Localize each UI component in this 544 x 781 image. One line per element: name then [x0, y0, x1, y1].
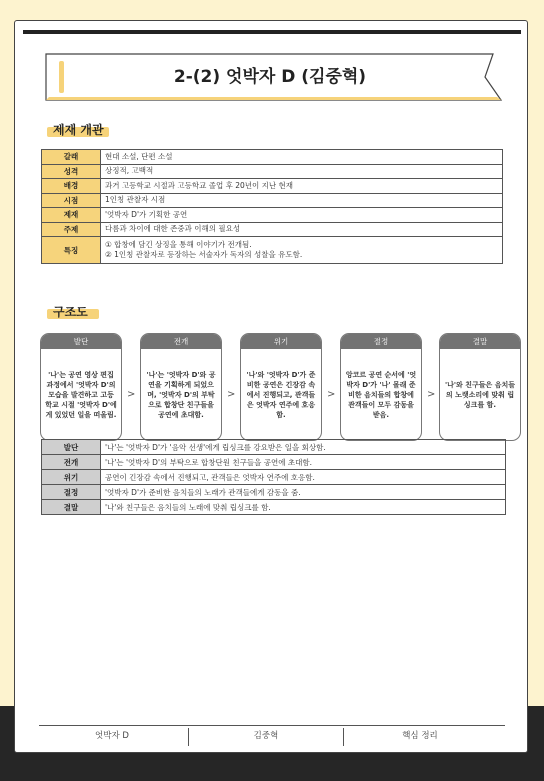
stage-label: 절정	[341, 334, 421, 349]
table-row	[42, 164, 503, 179]
arrow-icon: >	[427, 389, 436, 400]
row-value: '엇박자 D'가 준비한 음치들의 노래가 관객들에게 감동을 줌.	[101, 485, 506, 500]
footer-section: 핵심 정리	[402, 731, 438, 741]
row-label: 위기	[42, 470, 101, 485]
row-label: 결말	[42, 500, 101, 515]
row-label: 전개	[42, 455, 101, 470]
row-value: '엇박자 D'가 기획한 공연	[101, 208, 503, 223]
stage-label: 발단	[41, 334, 121, 349]
row-value: 과거 고등학교 시절과 고등학교 졸업 후 20년이 지난 현재	[101, 179, 503, 194]
feature-line-2: ② 1인칭 관찰자로 등장하는 서술자가 독자의 성찰을 유도함.	[105, 250, 303, 259]
footer-work-title: 엇박자 D	[95, 731, 129, 741]
table-row	[42, 440, 506, 455]
arrow-icon: >	[327, 389, 336, 400]
row-label: 성격	[42, 164, 101, 179]
table-row	[42, 500, 506, 515]
footer-rule	[39, 725, 505, 726]
title-banner	[45, 53, 503, 101]
row-value: '나'는 '엇박자 D'가 '음악 선생'에게 립싱크를 강요받은 일을 회상함.	[101, 440, 506, 455]
arrow-icon: >	[227, 389, 236, 400]
structure-heading	[53, 303, 88, 320]
table-row	[42, 485, 506, 500]
row-label: 시점	[42, 193, 101, 208]
document-page	[14, 20, 528, 753]
row-label: 특징	[42, 237, 101, 264]
footer-divider	[188, 728, 189, 746]
feature-line-1: ① 합창에 담긴 상징을 통해 이야기가 전개됨.	[105, 240, 252, 249]
table-row	[42, 237, 503, 264]
stage-box-climax	[340, 333, 422, 441]
table-row	[42, 150, 503, 165]
footer-author: 김중혁	[253, 731, 279, 741]
row-value: 현대 소설, 단편 소설	[101, 150, 503, 165]
table-row	[42, 455, 506, 470]
overview-heading	[53, 121, 104, 138]
table-row	[42, 470, 506, 485]
table-row	[42, 208, 503, 223]
stage-text: '나'와 '엇박자 D'가 준비한 공연은 긴장감 속에서 진행되고, 관객들은 엇박자 연주에 호응함.	[246, 371, 316, 419]
stage-box-crisis	[240, 333, 322, 441]
stage-text: '나'와 친구들은 음치들의 노랫소리에 맞춰 립싱크를 함.	[444, 381, 516, 409]
stage-box-resolution	[439, 333, 521, 441]
row-value: 다름과 차이에 대한 존중과 이해의 필요성	[101, 222, 503, 237]
stage-label: 결말	[440, 334, 520, 349]
stage-label: 전개	[141, 334, 221, 349]
table-row	[42, 193, 503, 208]
page-title: 2-(2) 엇박자 D (김중혁)	[173, 67, 367, 87]
stage-label: 위기	[241, 334, 321, 349]
overview-heading-text: 제재 개관	[53, 123, 104, 137]
row-value	[101, 237, 503, 264]
row-value: 공연이 긴장감 속에서 진행되고, 관객들은 엇박자 연주에 호응함.	[101, 470, 506, 485]
stage-box-development	[140, 333, 222, 441]
stage-text: 앙코르 공연 순서에 '엇박자 D'가 '나' 몰래 준비한 음치들의 합창에 관객들이 모두 감동을 받음.	[345, 371, 417, 419]
stage-box-exposition	[40, 333, 122, 441]
row-value: '나'와 친구들은 음치들의 노래에 맞춰 립싱크를 함.	[101, 500, 506, 515]
stage-text: '나'는 '엇박자 D'와 공연을 기획하게 되었으며, '엇박자 D'의 부탁으로 합창단 친구들을 공연에 초대함.	[146, 371, 216, 419]
table-row	[42, 222, 503, 237]
summary-table	[41, 439, 506, 515]
row-label: 절정	[42, 485, 101, 500]
structure-heading-text: 구조도	[53, 305, 88, 319]
banner-accent	[59, 61, 64, 93]
row-label: 배경	[42, 179, 101, 194]
arrow-icon: >	[127, 389, 136, 400]
row-value: 1인칭 관찰자 시점	[101, 193, 503, 208]
top-rule	[23, 30, 521, 34]
row-label: 제재	[42, 208, 101, 223]
table-row	[42, 179, 503, 194]
row-value: '나'는 '엇박자 D'의 부탁으로 합창단원 친구들을 공연에 초대함.	[101, 455, 506, 470]
footer-divider	[343, 728, 344, 746]
overview-table	[41, 149, 503, 264]
row-label: 주제	[42, 222, 101, 237]
row-label: 발단	[42, 440, 101, 455]
stage-text: '나'는 공연 영상 편집 과정에서 '엇박자 D'의 모습을 발견하고 고등학교 시절 '엇박자 D'에게 있었던 일을 떠올림.	[45, 371, 117, 419]
row-label: 갈래	[42, 150, 101, 165]
row-value: 상징적, 고백적	[101, 164, 503, 179]
